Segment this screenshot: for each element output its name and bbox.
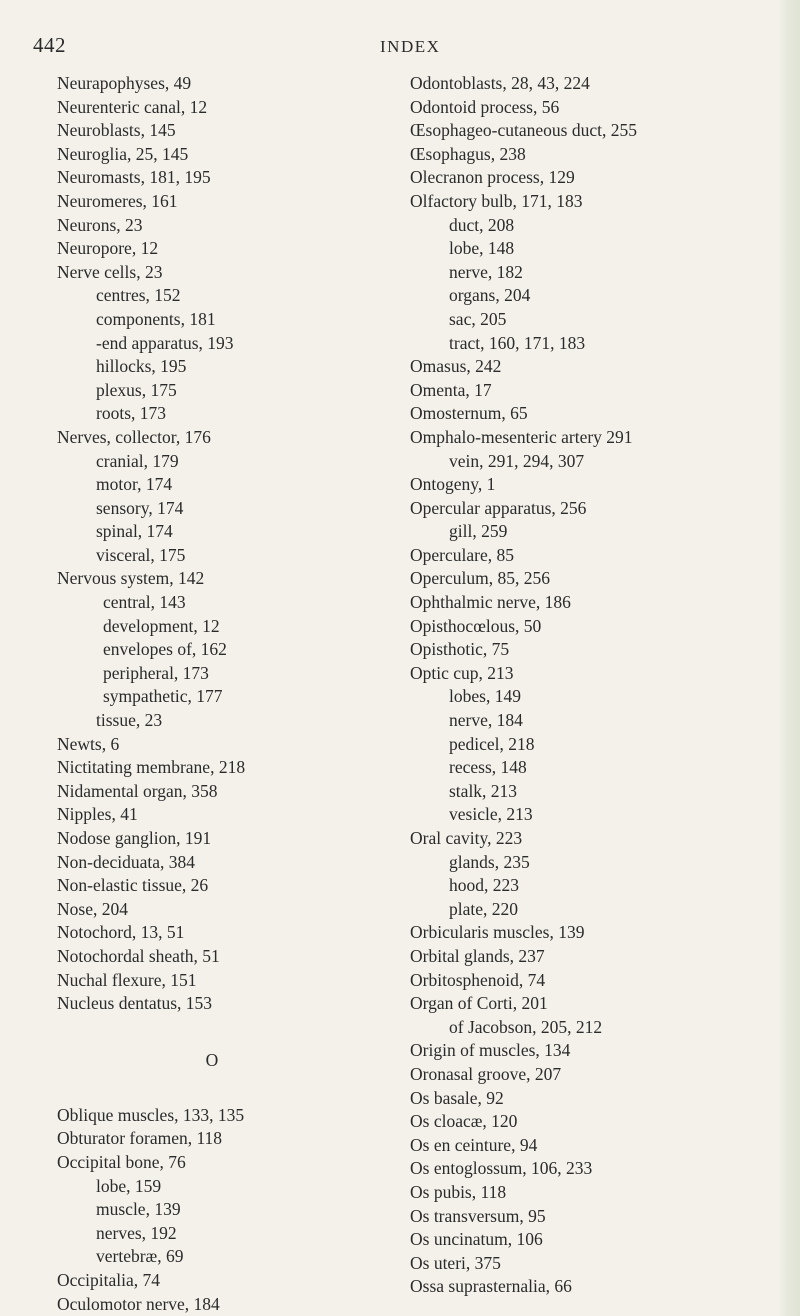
index-subentry: vesicle, 213 xyxy=(449,804,533,825)
index-subentry: cranial, 179 xyxy=(96,450,179,471)
index-entry: Operculare, 85 xyxy=(410,544,514,565)
index-subentry: lobe, 159 xyxy=(96,1175,162,1196)
index-subentry: recess, 148 xyxy=(449,757,527,778)
index-subentry: vein, 291, 294, 307 xyxy=(449,450,585,471)
index-subentry: plexus, 175 xyxy=(96,379,177,400)
index-subentry: lobe, 148 xyxy=(449,238,515,259)
index-entry: Odontoblasts, 28, 43, 224 xyxy=(410,73,590,93)
index-entry: Olfactory bulb, 171, 183 xyxy=(410,190,583,211)
index-entry: Nervous system, 142 xyxy=(57,568,205,589)
index-subentry: pedicel, 218 xyxy=(449,733,535,754)
index-entry: Nodose ganglion, 191 xyxy=(57,828,212,848)
index-entry: Optic cup, 213 xyxy=(410,662,514,683)
index-entry: Os transversum, 95 xyxy=(410,1205,546,1226)
index-subentry: hood, 223 xyxy=(449,875,519,896)
index-subentry: nerve, 184 xyxy=(449,710,523,731)
index-subentry: tissue, 23 xyxy=(96,710,163,731)
index-subentry: of Jacobson, 205, 212 xyxy=(449,1016,603,1037)
index-subentry: development, 12 xyxy=(103,615,220,636)
index-subentry: gill, 259 xyxy=(449,521,508,542)
index-entry: Nerves, collector, 176 xyxy=(57,426,211,447)
index-subentry: centres, 152 xyxy=(96,285,181,306)
index-entry: Operculum, 85, 256 xyxy=(410,568,550,589)
index-subentry: envelopes of, 162 xyxy=(103,639,227,660)
index-entry: Œsophagus, 238 xyxy=(410,143,526,164)
index-entry: Ossa suprasternalia, 66 xyxy=(410,1276,572,1297)
index-subentry: -end apparatus, 193 xyxy=(96,332,234,353)
index-subentry: nerves, 192 xyxy=(96,1222,177,1243)
index-entry: Odontoid process, 56 xyxy=(410,96,560,117)
index-entry: Opisthotic, 75 xyxy=(410,639,510,660)
index-entry: Ophthalmic nerve, 186 xyxy=(410,592,571,613)
index-subentry: sensory, 174 xyxy=(96,497,184,518)
index-entry: Nictitating membrane, 218 xyxy=(57,757,246,778)
index-subentry: plate, 220 xyxy=(449,898,519,919)
index-subentry: visceral, 175 xyxy=(96,544,186,565)
index-subentry: tract, 160, 171, 183 xyxy=(449,332,586,353)
index-entry: Omenta, 17 xyxy=(410,379,492,400)
index-entry: Neurons, 23 xyxy=(57,214,143,235)
index-subentry: components, 181 xyxy=(96,308,216,329)
index-entry: Origin of muscles, 134 xyxy=(410,1040,571,1061)
index-entry: Newts, 6 xyxy=(57,733,120,754)
index-entry: Neuromasts, 181, 195 xyxy=(57,167,211,188)
index-subentry: sympathetic, 177 xyxy=(103,686,223,707)
index-entry: Omosternum, 65 xyxy=(410,403,528,424)
index-entry: Orbicularis muscles, 139 xyxy=(410,922,585,943)
index-subentry: sac, 205 xyxy=(449,308,507,329)
index-subentry: roots, 173 xyxy=(96,403,166,424)
index-subentry: muscle, 139 xyxy=(96,1199,181,1220)
index-entry: Neurenteric canal, 12 xyxy=(57,96,208,117)
index-entry: Oculomotor nerve, 184 xyxy=(57,1293,220,1314)
index-subentry: spinal, 174 xyxy=(96,521,173,542)
index-entry: Orbital glands, 237 xyxy=(410,945,545,966)
index-entry: Neuromeres, 161 xyxy=(57,190,178,211)
index-entry: Neuroglia, 25, 145 xyxy=(57,143,189,164)
index-entry: Organ of Corti, 201 xyxy=(410,993,548,1014)
index-subentry: motor, 174 xyxy=(96,474,173,495)
index-entry: Ontogeny, 1 xyxy=(410,474,496,495)
index-entry: Os uncinatum, 106 xyxy=(410,1229,543,1250)
index-entry: Notochord, 13, 51 xyxy=(57,922,185,943)
index-entry: Neuroblasts, 145 xyxy=(57,120,176,141)
running-head: INDEX xyxy=(380,37,441,56)
index-entry: Opercular apparatus, 256 xyxy=(410,497,587,518)
index-subentry: glands, 235 xyxy=(449,851,530,872)
index-subentry: vertebræ, 69 xyxy=(96,1246,184,1267)
index-subentry: organs, 204 xyxy=(449,285,531,306)
index-entry: Neurapophyses, 49 xyxy=(57,73,192,93)
index-entry: Orbitosphenoid, 74 xyxy=(410,969,546,990)
index-entry: Omphalo-mesenteric artery 291 xyxy=(410,426,633,447)
index-entry: Os entoglossum, 106, 233 xyxy=(410,1158,593,1179)
index-entry: Nucleus dentatus, 153 xyxy=(57,993,213,1014)
index-entry: Nerve cells, 23 xyxy=(57,261,163,282)
index-subentry: hillocks, 195 xyxy=(96,356,187,377)
index-entry: Opisthocœlous, 50 xyxy=(410,615,542,636)
index-entry: Os pubis, 118 xyxy=(410,1181,507,1202)
index-entry: Oral cavity, 223 xyxy=(410,828,523,848)
index-entry: Omasus, 242 xyxy=(410,356,502,377)
index-entry: Nidamental organ, 358 xyxy=(57,780,218,801)
index-entry: Occipitalia, 74 xyxy=(57,1269,161,1290)
index-entry: Os uteri, 375 xyxy=(410,1252,501,1273)
index-entry: Nipples, 41 xyxy=(57,804,138,825)
index-entry: Notochordal sheath, 51 xyxy=(57,945,220,966)
index-subentry: stalk, 213 xyxy=(449,780,518,801)
index-subentry: peripheral, 173 xyxy=(103,662,209,683)
index-entry: Oronasal groove, 207 xyxy=(410,1063,562,1084)
index-entry: Non-deciduata, 384 xyxy=(57,851,196,872)
index-entry: Olecranon process, 129 xyxy=(410,167,575,188)
index-entry: Neuropore, 12 xyxy=(57,238,159,259)
index-subentry: nerve, 182 xyxy=(449,261,523,282)
index-entry: Nose, 204 xyxy=(57,898,128,919)
index-entry: Oblique muscles, 133, 135 xyxy=(57,1104,245,1125)
index-entry: Os basale, 92 xyxy=(410,1087,504,1108)
index-entry: Os en ceinture, 94 xyxy=(410,1134,538,1155)
page-edge-shadow xyxy=(778,0,800,1316)
index-entry: Occipital bone, 76 xyxy=(57,1151,186,1172)
index-column-right xyxy=(410,72,780,1299)
section-letter: O xyxy=(205,1049,219,1070)
index-column-left xyxy=(57,72,387,1316)
page-number: 442 xyxy=(33,33,66,57)
index-entry: Os cloacæ, 120 xyxy=(410,1111,518,1132)
index-entry: Non-elastic tissue, 26 xyxy=(57,875,209,896)
index-entry: Obturator foramen, 118 xyxy=(57,1128,223,1149)
index-subentry: central, 143 xyxy=(103,592,186,613)
index-entry: Œsophageo-cutaneous duct, 255 xyxy=(410,120,637,141)
index-entry: Nuchal flexure, 151 xyxy=(57,969,197,990)
index-subentry: lobes, 149 xyxy=(449,686,521,707)
index-subentry: duct, 208 xyxy=(449,214,515,235)
